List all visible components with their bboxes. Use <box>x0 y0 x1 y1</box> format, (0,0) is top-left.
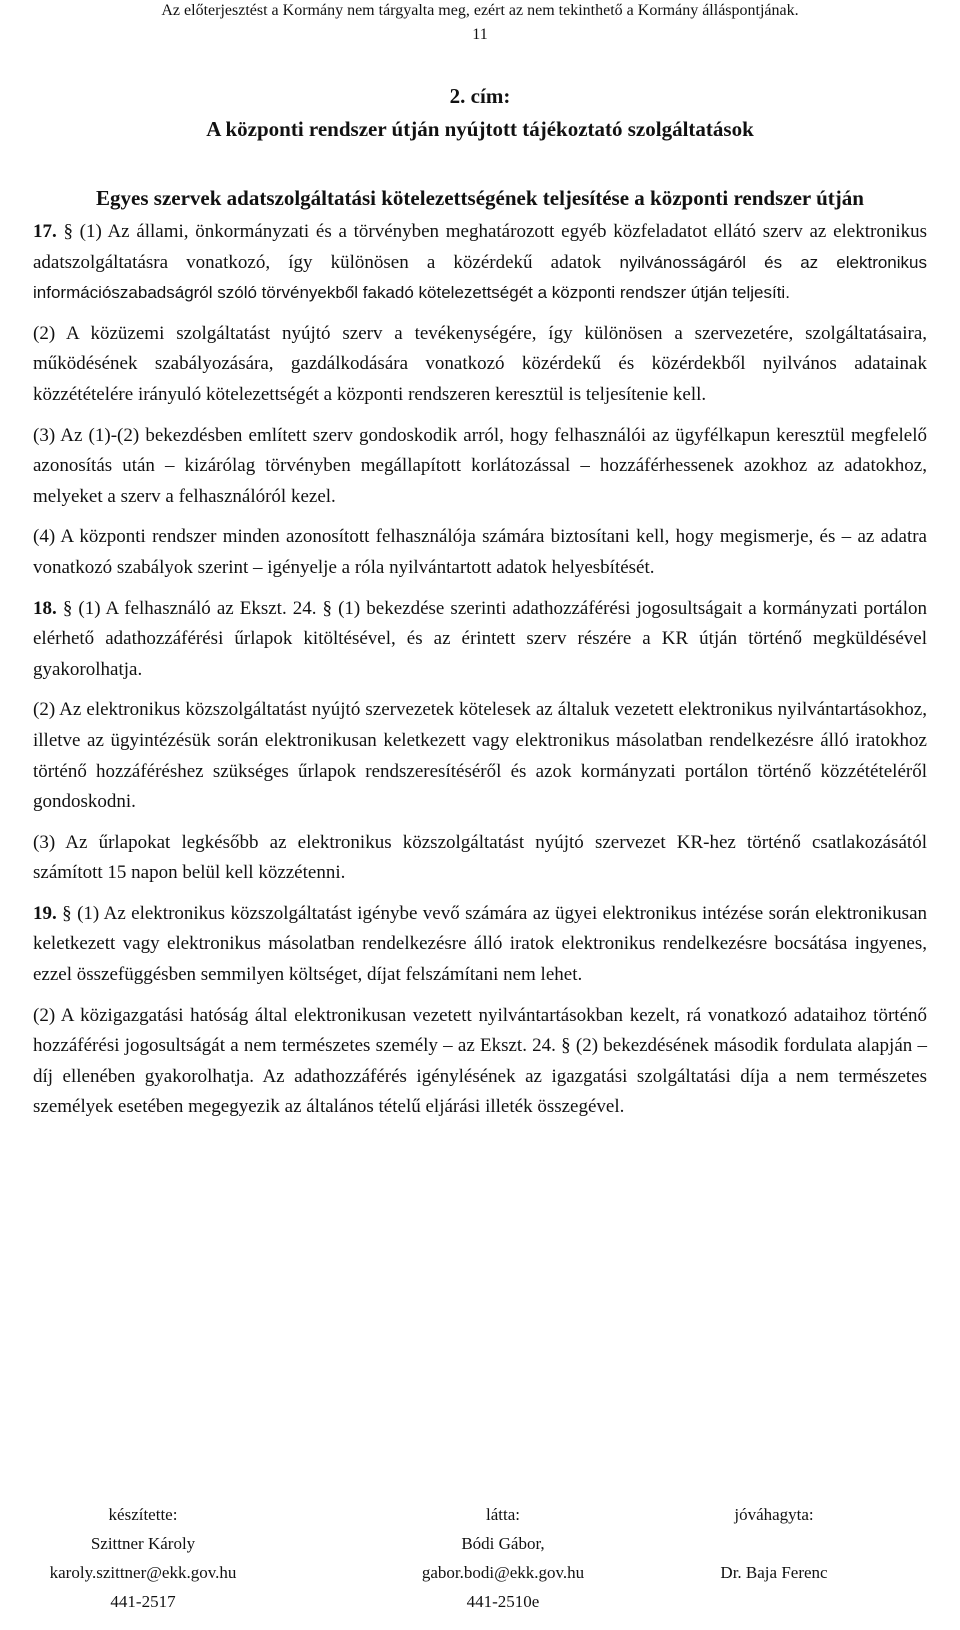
section-title: Egyes szervek adatszolgáltatási kötelezettségének teljesítése a központi rendszer útján <box>96 186 864 210</box>
signature-label: látta: <box>486 1505 520 1524</box>
signature-label: jóváhagyta: <box>734 1505 814 1524</box>
paragraph-17-1 <box>33 217 927 309</box>
signature-phone: 441-2517 <box>110 1592 176 1611</box>
signature-email: gabor.bodi@ekk.gov.hu <box>421 1563 585 1582</box>
signature-email: karoly.szittner@ekk.gov.hu <box>49 1563 237 1582</box>
signature-seen <box>398 1500 608 1616</box>
header-notice: Az előterjesztést a Kormány nem tárgyalta meg, ezért az nem tekinthető a Kormány álláspontjának. <box>161 2 799 19</box>
paragraph-19-1 <box>33 899 927 991</box>
signature-phone: 441-2510e <box>466 1592 540 1611</box>
signature-name: Szittner Károly <box>90 1534 196 1553</box>
paragraph-17-4: (4) A központi rendszer minden azonosított felhasználója számára biztosítani kell, hogy megismerje, és – az adatra vonatkozó szabályok szerint – igényelje a róla nyilvántartott adatok helyesbítését. <box>33 526 927 578</box>
signature-prepared <box>38 1500 248 1616</box>
section-number: 17. <box>33 221 57 242</box>
paragraph-18-1 <box>33 594 927 686</box>
signature-name: Dr. Baja Ferenc <box>720 1563 828 1582</box>
paragraph-19-2: (2) A közigazgatási hatóság által elektronikusan vezetett nyilvántartásokban kezelt, rá vonatkozó adataihoz történő hozzáférési jogosultságát a nem természetes személy – az Ekszt. 24. § (2) bekezdésének második fordulata alapján – díj ellenében gyakorolhatja. Az adathozzáférés igénylésének az igazgatási szolgáltatási díja a nem természetes személyek esetében megegyezik az általános tételű eljárási illeték összegével. <box>33 1004 927 1118</box>
chapter-title <box>0 80 960 146</box>
paragraph-text: § (1) A felhasználó az Ekszt. 24. § (1) bekezdése szerinti adathozzáférési jogosultságait a kormányzati portálon elérhető adathozzáférési űrlapok kitöltésével, és az érintett szerv részére a KR útján történő megküldésével gyakorolhatja. <box>33 597 928 680</box>
paragraph-17-2: (2) A közüzemi szolgáltatást nyújtó szerv a tevékenységére, így különösen a szervezetére, szolgáltatásaira, működésének szabályozására, gazdálkodására vonatkozó közérdekű és közérdekből nyilvános adatainak közzétételére irányuló kötelezettségét a központi rendszeren keresztül is teljesítenie kell. <box>33 322 927 405</box>
section-number: 18. <box>33 597 57 619</box>
chapter-name: A központi rendszer útján nyújtott tájékoztató szolgáltatások <box>206 117 754 141</box>
section-number: 19. <box>33 902 57 924</box>
page-number: 11 <box>472 26 488 43</box>
page-header <box>0 0 960 46</box>
paragraph-text: § (1) Az elektronikus közszolgáltatást igénybe vevő számára az ügyei elektronikus intézése során elektronikusan keletkezett vagy elektronikus másolatban rendelkezésre álló iratok elektronikus rendelkezésre bocsátása ingyenes, ezzel összefüggésben semmilyen költséget, díjat felszámítani nem lehet. <box>33 902 928 986</box>
signature-label: készítette: <box>108 1505 178 1524</box>
paragraph-18-2: (2) Az elektronikus közszolgáltatást nyújtó szervezetek kötelesek az általuk vezetett elektronikus nyilvántartásokhoz, illetve az ügyintézésük során elektronikusan keletkezett vagy elektronikus másolatban rendelkezésre álló iratokhoz történő hozzáféréshez szükséges űrlapok rendszeresítéséről és azok kormányzati portálon történő közzétételéről gondoskodni. <box>33 699 927 813</box>
document-body <box>33 217 927 1133</box>
paragraph-17-3: (3) Az (1)-(2) bekezdésben említett szerv gondoskodik arról, hogy felhasználói az ügyfélkapun keresztül megfelelő azonosítás után – kizárólag törvényben megállapított korlátozással – hozzáférhessenek azokhoz az adatokhoz, melyeket a szerv a felhasználóról kezel. <box>33 424 927 507</box>
paragraph-18-3: (3) Az űrlapokat legkésőbb az elektronikus közszolgáltatást nyújtó szervezet KR-hez történő csatlakozásától számított 15 napon belül kell közzétenni. <box>33 831 927 884</box>
paragraph-text: § (1) Az állami, önkormányzati és a törvényben meghatározott egyéb közfeladatot ellátó szerv az elektronikus adatszolgáltatásra vonatkozó, így különösen a közérdekű adatok <box>33 221 927 273</box>
signature-approved <box>684 1500 864 1587</box>
signature-name: Bódi Gábor, <box>461 1534 545 1553</box>
chapter-number: 2. cím: <box>449 84 511 108</box>
paragraph-text-sans: nyilvánosságáról és az elektronikus információszabadságról szóló törvényekből fakadó kötelezettségét a központi rendszer útján teljesíti. <box>33 252 927 303</box>
